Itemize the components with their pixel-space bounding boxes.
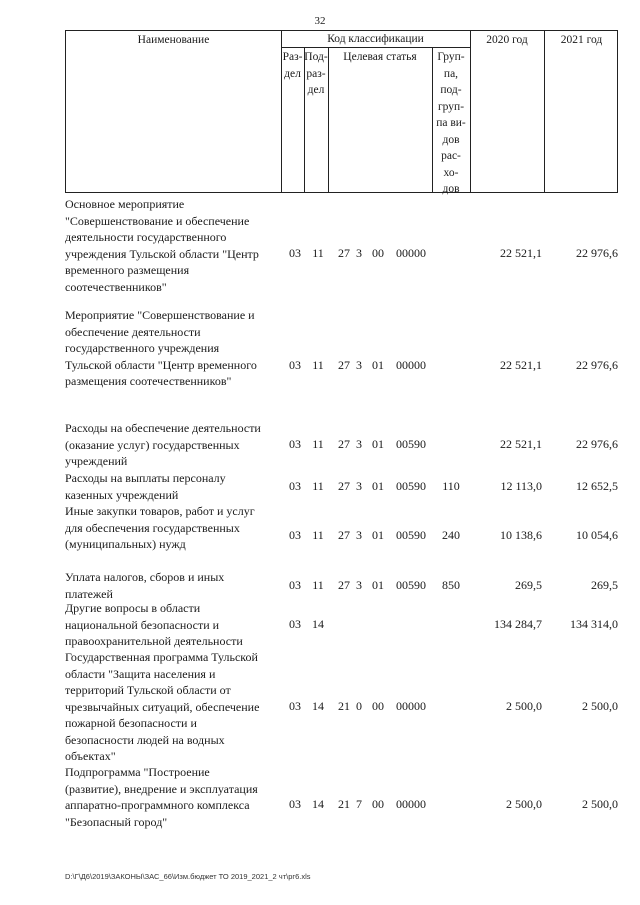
- row-value-2020: 10 138,6: [500, 528, 542, 542]
- header-podrazdel: Под- раз- дел: [304, 51, 328, 96]
- header-razdel: Раз- дел: [282, 51, 303, 80]
- row-value-2020: 12 113,0: [500, 479, 542, 493]
- row-target-subprogram: 3: [356, 479, 362, 493]
- row-target-direction: 00590: [396, 528, 426, 542]
- header-classification-code: Код классификации: [327, 33, 424, 45]
- row-target-program: 27: [338, 578, 350, 592]
- row-value-2020: 22 521,1: [500, 246, 542, 260]
- row-target-program: 21: [338, 797, 350, 811]
- row-value-2021: 10 054,6: [576, 528, 618, 542]
- row-value-2020: 22 521,1: [500, 437, 542, 451]
- row-razdel: 03: [289, 246, 301, 260]
- row-target-measure: 01: [372, 479, 384, 493]
- row-podrazdel: 11: [312, 358, 324, 372]
- footer-file-path: D:\Г\Д6\2019\ЗАКОНЫ\ЗАС_66\Изм.бюджет ТО 2019_2021_2 чт\рг6.xls: [65, 872, 311, 881]
- row-podrazdel: 11: [312, 479, 324, 493]
- row-value-2020: 2 500,0: [506, 797, 542, 811]
- row-razdel: 03: [289, 797, 301, 811]
- row-podrazdel: 14: [312, 699, 324, 713]
- row-target-program: 27: [338, 528, 350, 542]
- row-target-measure: 00: [372, 797, 384, 811]
- row-podrazdel: 11: [312, 528, 324, 542]
- row-value-2021: 22 976,6: [576, 358, 618, 372]
- row-target-direction: 00590: [396, 479, 426, 493]
- row-name: Подпрограмма "Построение (развитие), внедрение и эксплуатация аппаратно-программного комплекса "Безопасный город": [65, 765, 258, 829]
- header-name: Наименование: [137, 34, 210, 46]
- row-value-2021: 2 500,0: [582, 699, 618, 713]
- row-target-subprogram: 3: [356, 437, 362, 451]
- row-expense-type: 110: [442, 479, 460, 493]
- row-expense-type: 240: [442, 528, 460, 542]
- row-target-direction: 00590: [396, 578, 426, 592]
- row-value-2021: 2 500,0: [582, 797, 618, 811]
- row-expense-type: 850: [442, 578, 460, 592]
- row-razdel: 03: [289, 617, 301, 631]
- row-razdel: 03: [289, 528, 301, 542]
- header-year-2021: 2021 год: [560, 34, 603, 46]
- row-target-subprogram: 3: [356, 246, 362, 260]
- row-razdel: 03: [289, 699, 301, 713]
- table-header: [65, 30, 618, 193]
- row-podrazdel: 11: [312, 437, 324, 451]
- row-value-2021: 22 976,6: [576, 246, 618, 260]
- row-name: Расходы на выплаты персоналу казенных учреждений: [65, 471, 226, 502]
- row-value-2021: 22 976,6: [576, 437, 618, 451]
- row-name: Иные закупки товаров, работ и услуг для обеспечения государственных (муниципальных) нужд: [65, 504, 255, 551]
- row-target-direction: 00000: [396, 358, 426, 372]
- header-year-2020: 2020 год: [486, 34, 528, 46]
- row-name: Мероприятие "Совершенствование и обеспечение деятельности государственного учреждения Тульской области "Центр временного размещения соотечественников": [65, 308, 257, 388]
- header-target-article: Целевая статья: [343, 51, 417, 63]
- row-target-program: 27: [338, 358, 350, 372]
- row-target-measure: 00: [372, 699, 384, 713]
- page-number: 32: [314, 15, 326, 27]
- row-target-subprogram: 0: [356, 699, 362, 713]
- row-target-subprogram: 7: [356, 797, 362, 811]
- row-razdel: 03: [289, 358, 301, 372]
- row-name: Уплата налогов, сборов и иных платежей: [65, 570, 225, 601]
- row-target-measure: 01: [372, 437, 384, 451]
- row-target-program: 27: [338, 246, 350, 260]
- header-group: Груп- па, под- груп- па ви- дов рас- хо- дов: [436, 51, 466, 195]
- row-podrazdel: 11: [312, 246, 324, 260]
- row-target-subprogram: 3: [356, 528, 362, 542]
- row-target-program: 27: [338, 437, 350, 451]
- row-value-2020: 22 521,1: [500, 358, 542, 372]
- row-target-subprogram: 3: [356, 578, 362, 592]
- row-target-direction: 00590: [396, 437, 426, 451]
- row-target-direction: 00000: [396, 699, 426, 713]
- row-target-subprogram: 3: [356, 358, 362, 372]
- row-target-direction: 00000: [396, 246, 426, 260]
- row-target-measure: 01: [372, 578, 384, 592]
- row-value-2021: 12 652,5: [576, 479, 618, 493]
- row-name: Государственная программа Тульской области "Защита населения и территорий Тульской области от чрезвычайных ситуаций, обеспечение пожарной безопасности и безопасности людей на водных объектах": [65, 650, 260, 763]
- row-podrazdel: 14: [312, 797, 324, 811]
- row-value-2020: 2 500,0: [506, 699, 542, 713]
- row-target-program: 27: [338, 479, 350, 493]
- row-value-2021: 269,5: [591, 578, 618, 592]
- row-target-direction: 00000: [396, 797, 426, 811]
- row-razdel: 03: [289, 479, 301, 493]
- row-value-2021: 134 314,0: [570, 617, 618, 631]
- row-podrazdel: 11: [312, 578, 324, 592]
- row-name: Расходы на обеспечение деятельности (оказание услуг) государственных учреждений: [65, 421, 261, 468]
- row-podrazdel: 14: [312, 617, 324, 631]
- row-value-2020: 134 284,7: [494, 617, 542, 631]
- row-name: Основное мероприятие "Совершенствование и обеспечение деятельности государственного учреждения Тульской области "Центр временного размещения соотечественников": [65, 197, 259, 294]
- row-name: Другие вопросы в области национальной безопасности и правоохранительной деятельности: [65, 601, 243, 648]
- row-target-measure: 01: [372, 528, 384, 542]
- row-target-measure: 01: [372, 358, 384, 372]
- row-razdel: 03: [289, 437, 301, 451]
- row-target-program: 21: [338, 699, 350, 713]
- row-razdel: 03: [289, 578, 301, 592]
- row-target-measure: 00: [372, 246, 384, 260]
- row-value-2020: 269,5: [515, 578, 542, 592]
